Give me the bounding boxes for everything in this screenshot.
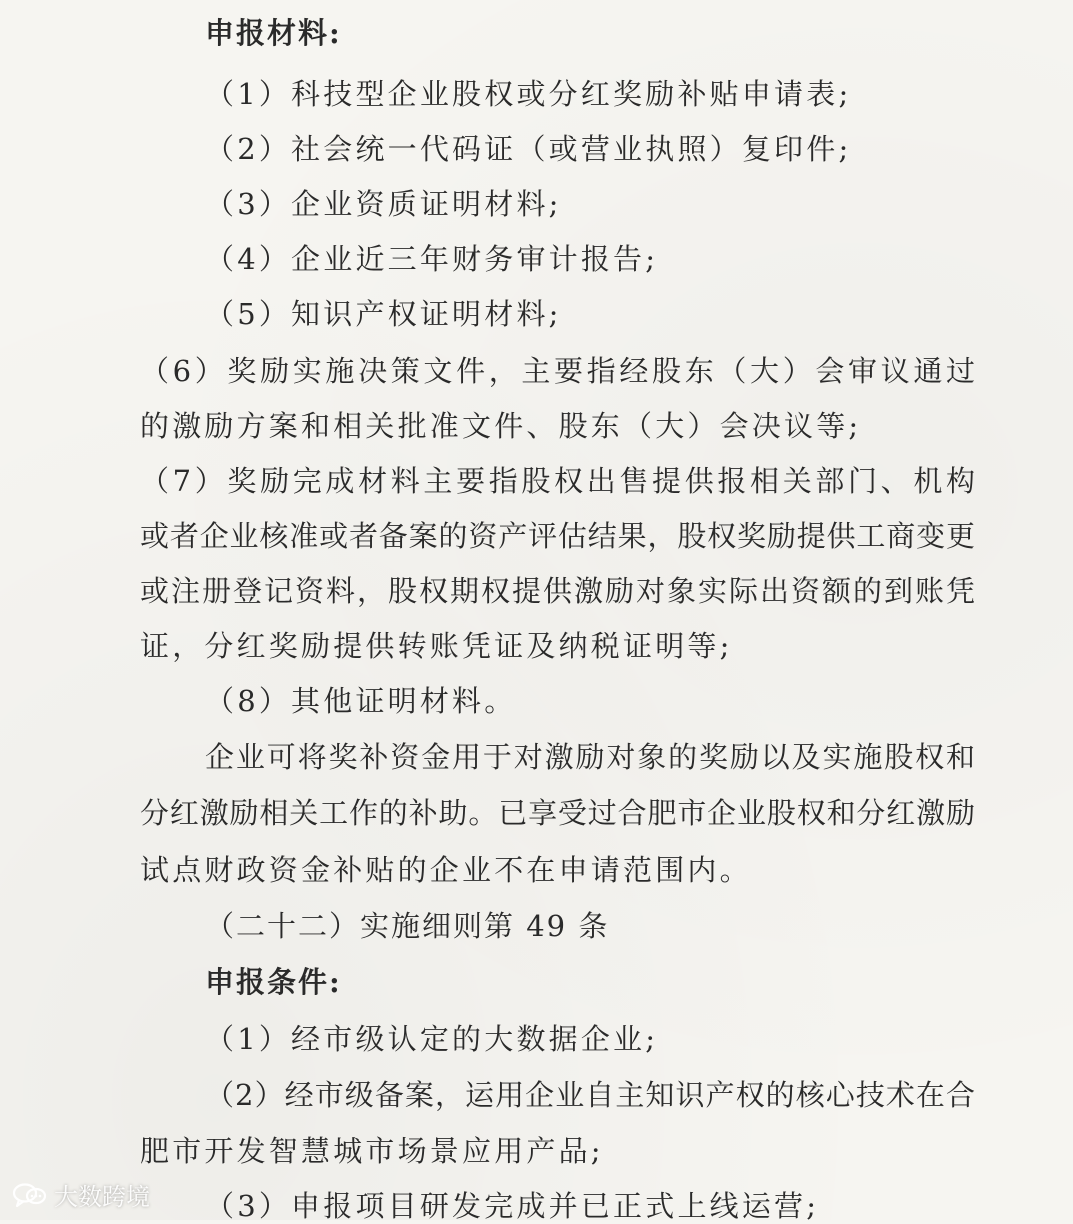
text-line: （3）企业资质证明材料; xyxy=(205,187,562,221)
text-line: （1）经市级认定的大数据企业; xyxy=(205,1022,659,1056)
text-line: 肥市开发智慧城市场景应用产品; xyxy=(140,1134,604,1168)
text-line: （8）其他证明材料。 xyxy=(205,684,517,718)
text-line: 分红激励相关工作的补助。已享受过合肥市企业股权和分红激励 xyxy=(140,796,975,830)
text-line: 或者企业核准或者备案的资产评估结果，股权奖励提供工商变更 xyxy=(140,519,975,553)
text-line: （7）奖励完成材料主要指股权出售提供报相关部门、机构 xyxy=(140,464,975,498)
chat-bubbles-icon xyxy=(12,1182,48,1208)
text-line: （3）申报项目研发完成并已正式上线运营; xyxy=(205,1189,820,1223)
text-line: （5）知识产权证明材料; xyxy=(205,297,562,331)
text-line: （1）科技型企业股权或分红奖励补贴申请表; xyxy=(205,77,852,111)
heading-application-conditions: 申报条件: xyxy=(205,965,342,999)
heading-application-materials: 申报材料: xyxy=(205,16,342,50)
text-line: （6）奖励实施决策文件，主要指经股东（大）会审议通过 xyxy=(140,354,975,388)
text-line: 试点财政资金补贴的企业不在申请范围内。 xyxy=(140,853,752,887)
text-line: 的激励方案和相关批准文件、股东（大）会决议等; xyxy=(140,409,862,443)
text-line: （2）经市级备案，运用企业自主知识产权的核心技术在合 xyxy=(205,1078,975,1112)
section-title: （二十二）实施细则第 49 条 xyxy=(205,909,610,943)
watermark xyxy=(12,1177,150,1212)
text-line: 企业可将奖补资金用于对激励对象的奖励以及实施股权和 xyxy=(205,740,975,774)
watermark-text: 大数跨境 xyxy=(54,1183,150,1211)
text-line: （4）企业近三年财务审计报告; xyxy=(205,242,659,276)
text-line: 或注册登记资料，股权期权提供激励对象实际出资额的到账凭 xyxy=(140,574,975,608)
text-line: 证，分红奖励提供转账凭证及纳税证明等; xyxy=(140,629,733,663)
text-line: （2）社会统一代码证（或营业执照）复印件; xyxy=(205,132,852,166)
